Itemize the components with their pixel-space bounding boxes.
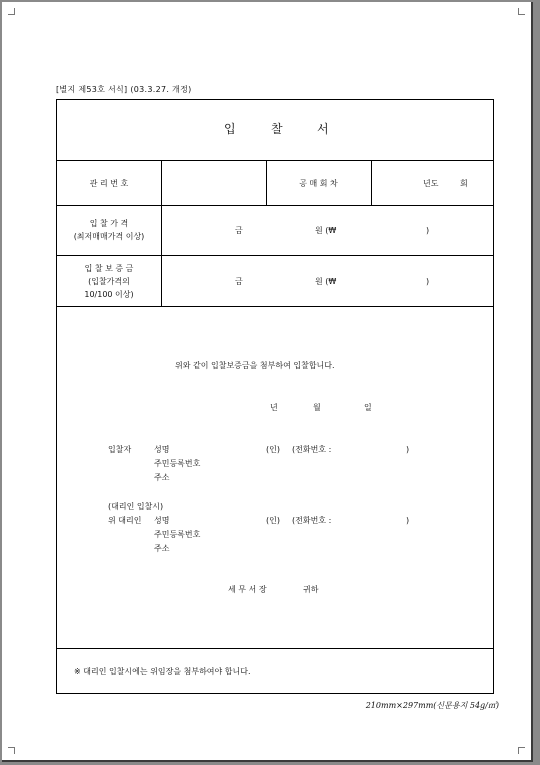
- deposit-sublabel-2: 10/100 이상): [84, 290, 134, 299]
- title-char-1: 입: [224, 122, 238, 136]
- crop-mark-top-right: [518, 8, 525, 15]
- deposit-label: 입 찰 보 증 금: [84, 264, 134, 273]
- agent-phone-label: (전화번호 :: [292, 516, 332, 525]
- bid-statement: 위와 같이 입찰보증금을 첨부하여 입찰합니다.: [175, 361, 335, 370]
- crop-mark-bottom-right: [518, 747, 525, 754]
- bidder-address-label: 주소: [154, 473, 170, 482]
- deposit-won: 원 (₩: [315, 277, 337, 286]
- agent-address-label: 주소: [154, 544, 170, 553]
- agent-name-label: 성명: [154, 516, 170, 525]
- crop-mark-bottom-left: [8, 747, 15, 754]
- column-divider: [161, 160, 162, 306]
- bid-price-close: ): [426, 226, 430, 235]
- paper-size-note: 210mm×297mm(신문용지 54g/㎡): [365, 701, 499, 710]
- column-divider: [371, 160, 372, 205]
- agent-id-label: 주민등록번호: [154, 530, 201, 539]
- row-divider: [57, 160, 493, 161]
- deposit-sublabel: (입찰가격의: [88, 277, 130, 286]
- bidder-phone-close: ): [406, 445, 410, 454]
- agent-phone-close: ): [406, 516, 410, 525]
- bid-form-table: [56, 99, 494, 694]
- crop-mark-top-left: [8, 8, 15, 15]
- deposit-gum: 금: [235, 277, 243, 286]
- row-divider: [57, 306, 493, 307]
- honorific: 귀하: [303, 585, 319, 594]
- fiscal-year-label: 년도: [423, 179, 439, 188]
- addressee: 세 무 서 장: [228, 585, 267, 594]
- deposit-close: ): [426, 277, 430, 286]
- bid-price-sublabel: (최저매매가격 이상): [73, 232, 145, 241]
- title-char-2: 찰: [271, 122, 285, 136]
- management-number-label: 관 리 번 호: [89, 179, 129, 188]
- title-char-3: 서: [317, 122, 331, 136]
- form-reference: [별지 제53호 서식] (03.3.27. 개정): [56, 85, 192, 94]
- date-year: 년: [270, 403, 278, 412]
- auction-round-label: 공 매 회 차: [299, 179, 338, 188]
- agent-notice: ※ 대리인 입찰시에는 위임장을 첨부하여야 합니다.: [74, 667, 251, 676]
- agent-note: (대리인 입찰시): [108, 502, 164, 511]
- row-divider: [57, 648, 493, 649]
- bidder-id-label: 주민등록번호: [154, 459, 201, 468]
- agent-label: 위 대리인: [108, 516, 142, 525]
- date-month: 월: [313, 403, 321, 412]
- date-day: 일: [364, 403, 372, 412]
- bid-price-gum: 금: [235, 226, 243, 235]
- agent-seal: (인): [266, 516, 280, 525]
- bidder-phone-label: (전화번호 :: [292, 445, 332, 454]
- bid-price-label: 입 찰 가 격: [89, 219, 129, 228]
- round-label: 회: [460, 179, 468, 188]
- bidder-label: 입찰자: [108, 445, 132, 454]
- row-divider: [57, 205, 493, 206]
- bidder-name-label: 성명: [154, 445, 170, 454]
- bid-price-won: 원 (₩: [315, 226, 337, 235]
- row-divider: [57, 255, 493, 256]
- bidder-seal: (인): [266, 445, 280, 454]
